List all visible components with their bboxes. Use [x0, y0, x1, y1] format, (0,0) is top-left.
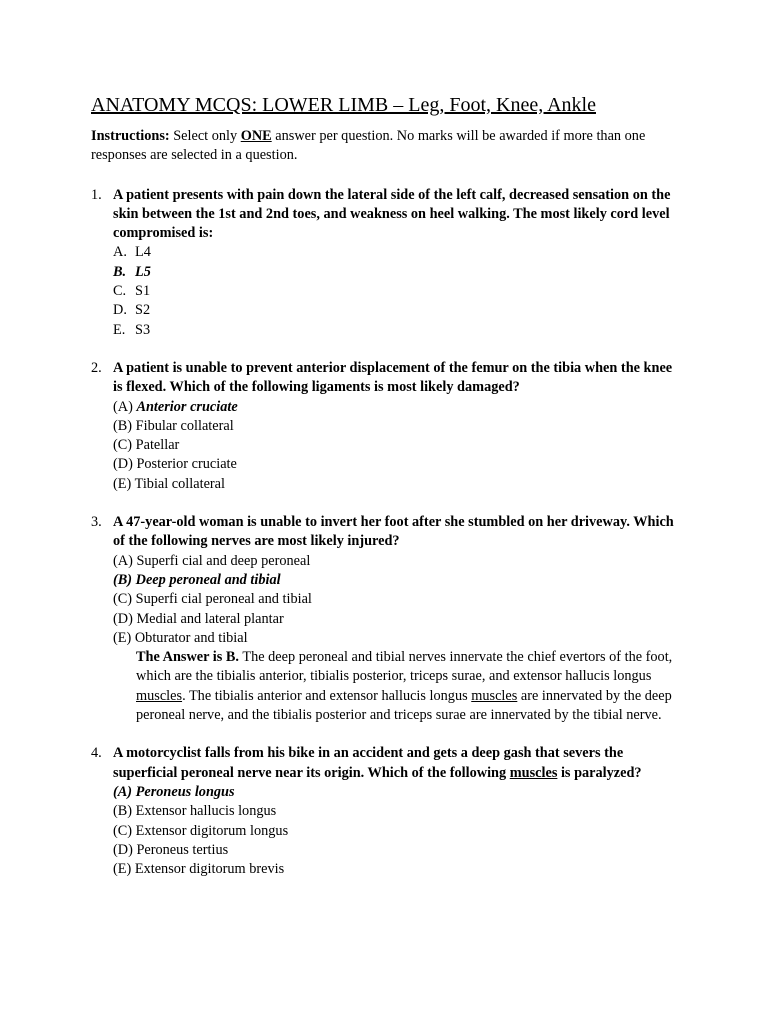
option-letter: (E): [113, 861, 132, 878]
option-d: [113, 841, 708, 860]
question-3: [91, 513, 708, 725]
option-letter: (C): [113, 822, 133, 839]
option-letter: E.: [113, 321, 126, 338]
option-letter: (A): [113, 398, 133, 415]
question-stem: A patient is unable to prevent anterior displacement of the femur on the tibia when the knee is flexed. Which of the following ligaments is most likely damaged?: [113, 359, 673, 396]
question-number: 1.: [91, 186, 102, 203]
stem-text: A motorcyclist falls from his bike in an accident and gets a deep gash that severs the superficial peroneal nerve near its origin. Which of the following: [113, 745, 624, 781]
option-letter: (B): [113, 571, 133, 588]
option-text: Peroneus longus: [135, 783, 235, 800]
option-letter: (E): [113, 629, 132, 646]
option-letter: A.: [113, 244, 127, 261]
option-text: Extensor hallucis longus: [135, 803, 277, 820]
option-b-correct: [113, 571, 708, 590]
option-text: Posterior cruciate: [136, 456, 237, 473]
option-letter: (E): [113, 475, 132, 492]
option-e: [113, 860, 708, 879]
option-e: [113, 321, 708, 340]
option-text: Peroneus tertius: [136, 841, 229, 858]
option-letter: (D): [113, 610, 133, 627]
explanation-text: are innervated by the deep peroneal nerve, and the tibialis posterior and triceps surae are innervated by the tibial nerve.: [136, 687, 672, 724]
muscles-link[interactable]: muscles: [471, 687, 518, 704]
option-letter: (A): [113, 783, 133, 800]
option-text: Superfi cial peroneal and tibial: [135, 591, 312, 608]
option-c: [113, 822, 708, 841]
option-letter: C.: [113, 283, 127, 300]
stem-text: is paralyzed?: [557, 764, 642, 781]
option-text: L4: [135, 244, 151, 261]
answer-explanation: [113, 648, 676, 725]
option-text: Medial and lateral plantar: [136, 610, 284, 627]
option-text: S1: [135, 283, 151, 300]
question-number: 4.: [91, 745, 102, 762]
option-text: Fibular collateral: [135, 417, 234, 434]
option-b: [113, 802, 708, 821]
option-letter: (D): [113, 841, 133, 858]
option-text: Superfi cial and deep peroneal: [136, 552, 311, 569]
question-number: 2.: [91, 359, 102, 376]
question-1: [91, 186, 708, 340]
instructions-text-pre: Select only: [169, 128, 241, 144]
muscles-link[interactable]: muscles: [136, 687, 183, 704]
option-e: [113, 475, 708, 494]
option-text: S2: [135, 302, 151, 319]
option-a-correct: [113, 398, 708, 417]
option-a-correct: [113, 783, 708, 802]
option-letter: (D): [113, 456, 133, 473]
option-text: Extensor digitorum brevis: [134, 861, 285, 878]
option-c: [113, 282, 708, 301]
question-2: [91, 359, 708, 494]
option-letter: (A): [113, 552, 133, 569]
question-number: 3.: [91, 514, 102, 531]
option-b-correct: [113, 263, 708, 282]
option-text: Obturator and tibial: [134, 629, 248, 646]
document-title: ANATOMY MCQS: LOWER LIMB – Leg, Foot, Knee, Ankle: [91, 94, 596, 116]
option-text: S3: [135, 321, 151, 338]
option-text: L5: [135, 263, 151, 280]
option-a: [113, 243, 708, 262]
option-d: [113, 301, 708, 320]
option-b: [113, 417, 708, 436]
option-text: Patellar: [135, 437, 180, 454]
option-c: [113, 590, 708, 609]
option-e: [113, 629, 708, 648]
question-4: [91, 744, 708, 879]
option-letter: (C): [113, 437, 133, 454]
instructions-text-post: answer per question. No marks will be awarded if more than one responses are selected in a question.: [91, 128, 646, 164]
question-stem: A 47-year-old woman is unable to invert her foot after she stumbled on her driveway. Which of the following nerves are most likely injured?: [113, 514, 674, 550]
option-letter: (B): [113, 417, 133, 434]
explanation-text: . The tibialis anterior and extensor hallucis longus: [182, 687, 472, 704]
option-d: [113, 610, 708, 629]
instructions-emphasis: ONE: [240, 128, 272, 144]
option-c: [113, 436, 708, 455]
explanation-text: The deep peroneal and tibial nerves innervate the chief evertors of the foot, which are the tibialis anterior, tibialis posterior, triceps surae, and extensor hallucis longus: [136, 649, 673, 685]
instructions-label: Instructions:: [91, 128, 170, 144]
option-text: Tibial collateral: [134, 475, 225, 492]
question-stem: [113, 744, 679, 783]
option-letter: B.: [113, 263, 127, 280]
option-letter: (C): [113, 591, 133, 608]
option-text: Deep peroneal and tibial: [135, 571, 281, 588]
question-stem: A patient presents with pain down the lateral side of the left calf, decreased sensation on the skin between the 1st and 2nd toes, and weakness on heel walking. The most likely cord level compromised is:: [113, 186, 671, 242]
option-a: [113, 552, 708, 571]
option-d: [113, 455, 708, 474]
option-letter: D.: [113, 302, 127, 319]
option-letter: (B): [113, 803, 133, 820]
answer-label: The Answer is B.: [136, 649, 240, 666]
instructions: [91, 127, 691, 166]
option-text: Anterior cruciate: [136, 398, 238, 415]
muscles-link[interactable]: muscles: [509, 764, 558, 781]
option-text: Extensor digitorum longus: [135, 822, 289, 839]
